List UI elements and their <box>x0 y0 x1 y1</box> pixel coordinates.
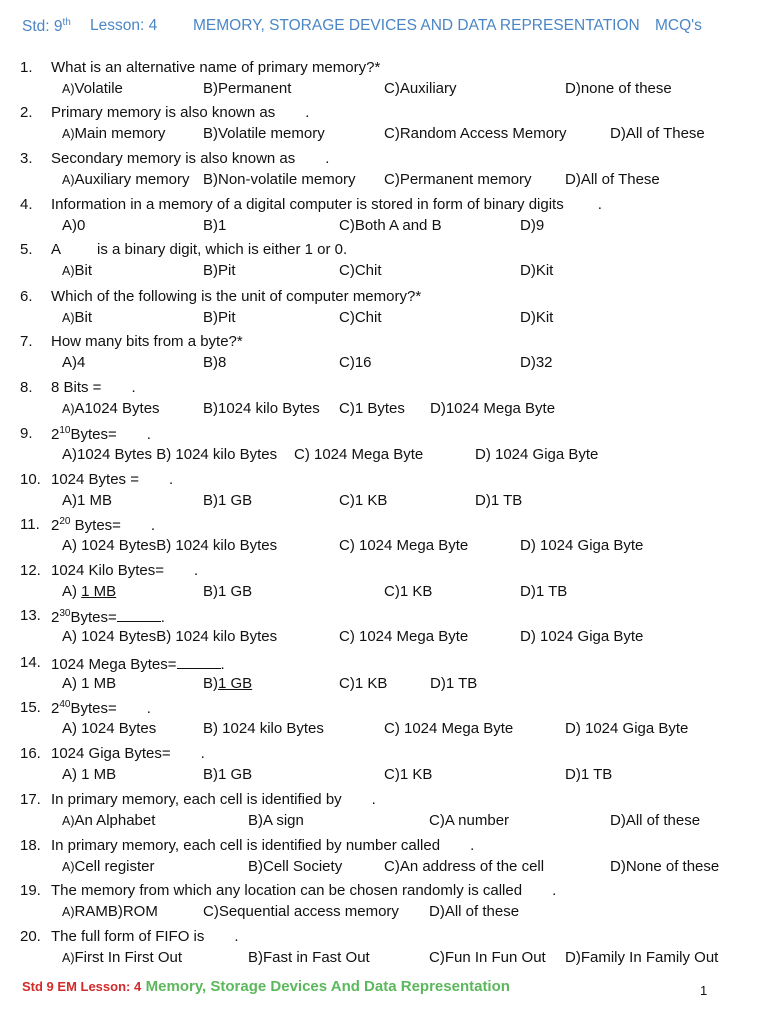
lesson-label: Lesson: 4 <box>90 17 158 34</box>
question-item <box>0 333 768 379</box>
option-a: A)4 <box>62 354 86 371</box>
question-number: 5. <box>20 241 33 258</box>
question-item <box>0 791 768 837</box>
option-a: A) 1024 Bytes <box>62 720 157 737</box>
question-number: 13. <box>20 607 41 624</box>
question-item <box>0 699 768 745</box>
option-c: C)Chit <box>339 262 382 279</box>
option-c: C)1 Bytes <box>339 400 405 417</box>
option-a: A) 1024 BytesB) 1024 kilo Bytes <box>62 537 278 554</box>
page-footer <box>22 978 742 1002</box>
option-d: D)Family In Family Out <box>565 949 719 966</box>
question-item <box>0 104 768 150</box>
question-item <box>0 196 768 242</box>
question-number: 9. <box>20 425 33 442</box>
question-text: Secondary memory is also known as . <box>51 150 330 167</box>
question-text: $2^{20}$ Bytes= . <box>51 516 156 534</box>
question-text: In primary memory, each cell is identified by . <box>51 791 376 808</box>
option-d: D)none of these <box>565 80 672 97</box>
option-a: A)0 <box>62 217 86 234</box>
answer-options <box>0 125 768 147</box>
option-d: D)1 TB <box>475 492 523 509</box>
option-b: C)Sequential access memory <box>203 903 399 920</box>
option-b: B)1024 kilo Bytes <box>203 400 320 417</box>
question-text: Primary memory is also known as . <box>51 104 310 121</box>
answer-options <box>0 217 768 239</box>
std-label: Std: 9th <box>22 17 71 36</box>
option-b: C) 1024 Mega Byte <box>339 537 469 554</box>
question-number: 19. <box>20 882 41 899</box>
question-number: 12. <box>20 562 41 579</box>
option-d: D)Kit <box>520 309 554 326</box>
answer-options <box>0 262 768 284</box>
option-c: C)Auxiliary <box>384 80 457 97</box>
option-c: C)1 KB <box>384 583 433 600</box>
page-number: 1 <box>700 983 708 998</box>
question-text: The memory from which any location can be chosen randomly is called . <box>51 882 557 899</box>
option-d: D) 1024 Giga Byte <box>520 537 644 554</box>
question-text: Which of the following is the unit of computer memory?* <box>51 288 422 305</box>
option-a: A)Bit <box>62 309 93 326</box>
question-text: In primary memory, each cell is identified by number called . <box>51 837 475 854</box>
option-c: C)1 KB <box>384 766 433 783</box>
question-text: How many bits from a byte?* <box>51 333 243 350</box>
option-b: B)1 GB <box>203 675 253 692</box>
option-a: A)Auxiliary memory <box>62 171 190 188</box>
footer-prefix: Std 9 EM Lesson: 4 <box>22 979 142 994</box>
question-number: 14. <box>20 654 41 671</box>
question-item <box>0 516 768 562</box>
question-text: 1024 Mega Bytes= . <box>51 656 225 673</box>
question-text: $2^{40}Bytes=$ . <box>51 699 151 717</box>
option-b: B)1 GB <box>203 583 253 600</box>
option-a: A)Bit <box>62 262 93 279</box>
option-d: D)All of these <box>610 812 701 829</box>
option-a: A)1 MB <box>62 492 113 509</box>
option-b: B)Volatile memory <box>203 125 325 142</box>
answer-options <box>0 858 768 880</box>
answer-options <box>0 949 768 971</box>
answer-options <box>0 446 768 468</box>
option-d: D) 1024 Giga Byte <box>565 720 689 737</box>
answer-options <box>0 354 768 376</box>
answer-options <box>0 400 768 422</box>
option-a: A)Volatile <box>62 80 123 97</box>
option-c: D)All of these <box>429 903 520 920</box>
option-b: B)Pit <box>203 309 236 326</box>
answer-options <box>0 583 768 605</box>
question-number: 15. <box>20 699 41 716</box>
question-number: 16. <box>20 745 41 762</box>
option-b: C) 1024 Mega Byte <box>294 446 424 463</box>
option-b: B)8 <box>203 354 227 371</box>
option-a: A) 1024 BytesB) 1024 kilo Bytes <box>62 628 278 645</box>
option-b: B) 1024 kilo Bytes <box>203 720 324 737</box>
question-text: A is a binary digit, which is either 1 or 0. <box>51 241 348 258</box>
question-text: 1024 Giga Bytes= . <box>51 745 205 762</box>
option-a: A)Cell register <box>62 858 155 875</box>
option-c: C)Chit <box>339 309 382 326</box>
option-c: C)An address of the cell <box>384 858 545 875</box>
question-number: 10. <box>20 471 41 488</box>
option-b: B)Non-volatile memory <box>203 171 356 188</box>
page-header <box>22 17 752 41</box>
option-d: D)1 TB <box>520 583 568 600</box>
question-item <box>0 379 768 425</box>
footer-title: Memory, Storage Devices And Data Representation <box>145 978 510 995</box>
question-number: 11. <box>20 516 40 533</box>
question-text: Information in a memory of a digital computer is stored in form of binary digits . <box>51 196 602 213</box>
answer-options <box>0 675 768 697</box>
option-d: D)32 <box>520 354 553 371</box>
question-number: 6. <box>20 288 33 305</box>
question-text: $2^{30}Bytes=$ . <box>51 608 165 626</box>
answer-options <box>0 171 768 193</box>
option-d: D)Kit <box>520 262 554 279</box>
option-a: A)RAMB)ROM <box>62 903 158 920</box>
option-a: A)An Alphabet <box>62 812 156 829</box>
option-d: D)1 TB <box>565 766 613 783</box>
option-c: C)Random Access Memory <box>384 125 567 142</box>
question-text: 8 Bits = . <box>51 379 136 396</box>
option-d: D)All of These <box>565 171 660 188</box>
option-b: B)Fast in Fast Out <box>248 949 370 966</box>
question-number: 17. <box>20 791 41 808</box>
question-text: What is an alternative name of primary memory?* <box>51 59 381 76</box>
option-b: B)1 GB <box>203 492 253 509</box>
option-a: A) 1 MB <box>62 766 117 783</box>
option-b: C) 1024 Mega Byte <box>339 628 469 645</box>
question-text: 1024 Kilo Bytes= . <box>51 562 199 579</box>
option-d: D)All of These <box>610 125 705 142</box>
option-d: D)1 TB <box>430 675 478 692</box>
answer-options <box>0 80 768 102</box>
question-item <box>0 241 768 287</box>
answer-options <box>0 766 768 788</box>
question-text: $2^{10}Bytes=$ . <box>51 425 151 443</box>
question-text: The full form of FIFO is . <box>51 928 239 945</box>
question-number: 8. <box>20 379 33 396</box>
option-a: A)1024 Bytes B) 1024 kilo Bytes <box>62 446 278 463</box>
option-c: C)16 <box>339 354 372 371</box>
option-c: C)1 KB <box>339 492 388 509</box>
question-number: 3. <box>20 150 33 167</box>
question-number: 2. <box>20 104 33 121</box>
option-d: D) 1024 Giga Byte <box>475 446 599 463</box>
option-a: A)A1024 Bytes <box>62 400 160 417</box>
option-c: C)Both A and B <box>339 217 442 234</box>
answer-options <box>0 812 768 834</box>
question-item <box>0 150 768 196</box>
question-item <box>0 607 768 653</box>
option-b: B)1 GB <box>203 766 253 783</box>
option-b: B)Pit <box>203 262 236 279</box>
option-a: A) 1 MB <box>62 675 117 692</box>
answer-options <box>0 628 768 650</box>
option-d: D)1024 Mega Byte <box>430 400 556 417</box>
question-number: 7. <box>20 333 33 350</box>
question-item <box>0 745 768 791</box>
option-c: C)1 KB <box>339 675 388 692</box>
option-b: B)1 <box>203 217 227 234</box>
option-c: C) 1024 Mega Byte <box>384 720 514 737</box>
question-item <box>0 59 768 105</box>
option-a: A) 1 MB <box>62 583 117 600</box>
question-number: 1. <box>20 59 33 76</box>
answer-options <box>0 903 768 925</box>
question-item <box>0 837 768 883</box>
question-number: 18. <box>20 837 41 854</box>
answer-options <box>0 720 768 742</box>
option-a: A)First In First Out <box>62 949 183 966</box>
option-b: B)Permanent <box>203 80 292 97</box>
header-type: MCQ's <box>655 17 702 34</box>
question-item <box>0 471 768 517</box>
question-item <box>0 654 768 700</box>
header-title: MEMORY, STORAGE DEVICES AND DATA REPRESENTATION <box>193 17 640 34</box>
answer-options <box>0 492 768 514</box>
question-number: 20. <box>20 928 41 945</box>
question-item <box>0 562 768 608</box>
question-number: 4. <box>20 196 33 213</box>
option-a: A)Main memory <box>62 125 166 142</box>
question-text: 1024 Bytes = . <box>51 471 174 488</box>
question-item <box>0 882 768 928</box>
option-b: B)A sign <box>248 812 304 829</box>
option-d: D)None of these <box>610 858 720 875</box>
option-c: C)A number <box>429 812 510 829</box>
answer-options <box>0 537 768 559</box>
option-b: B)Cell Society <box>248 858 343 875</box>
question-item <box>0 928 768 974</box>
answer-options <box>0 309 768 331</box>
option-d: D) 1024 Giga Byte <box>520 628 644 645</box>
option-d: D)9 <box>520 217 545 234</box>
question-item <box>0 425 768 471</box>
option-c: C)Fun In Fun Out <box>429 949 546 966</box>
option-c: C)Permanent memory <box>384 171 532 188</box>
question-item <box>0 288 768 334</box>
